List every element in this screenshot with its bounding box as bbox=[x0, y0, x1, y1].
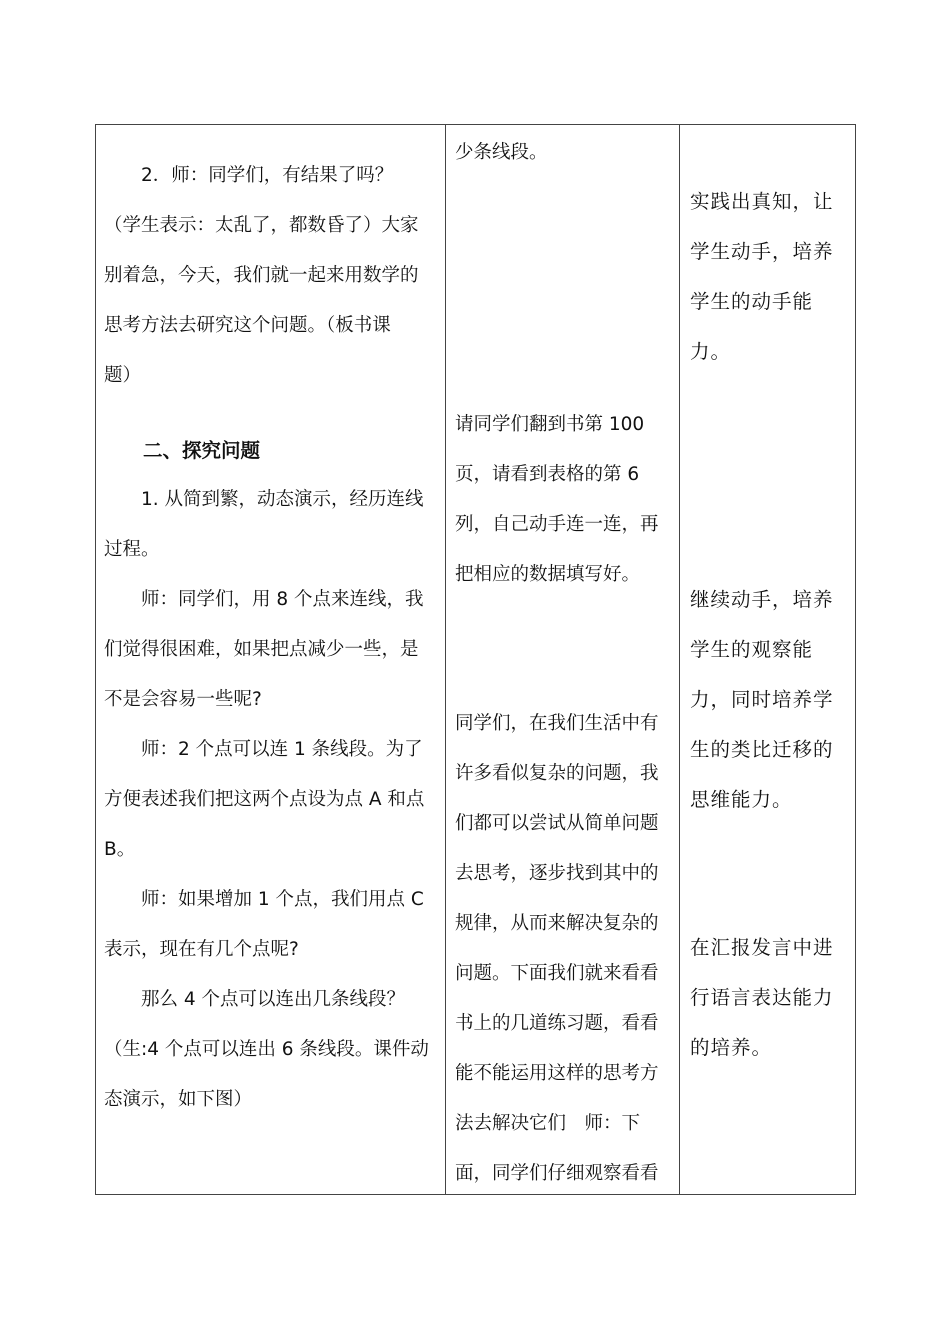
text-line: 实践出真知，让 bbox=[690, 190, 834, 213]
text-line: 不是会容易一些呢? bbox=[104, 689, 262, 710]
text-line: 师：如果增加 1 个点，我们用点 C bbox=[104, 889, 424, 910]
text-line: 少条线段。 bbox=[455, 142, 548, 163]
activity-paragraph-3 bbox=[455, 699, 673, 1199]
text-line: 学生的观察能 bbox=[690, 638, 814, 661]
text-line: 许多看似复杂的问题，我 bbox=[455, 763, 659, 784]
explore-paragraph bbox=[104, 475, 440, 1125]
text-line: 师：同学们，用 8 个点来连线，我 bbox=[104, 589, 424, 610]
text-line: 列，自己动手连一连，再 bbox=[455, 514, 659, 535]
text-line: 思维能力。 bbox=[690, 788, 793, 811]
text-line: 请同学们翻到书第 100 bbox=[455, 414, 645, 435]
text-line: 2．师：同学们，有结果了吗？ bbox=[104, 165, 394, 186]
text-line: 那么 4 个点可以连出几条线段？ bbox=[104, 989, 406, 1010]
intro-paragraph bbox=[104, 151, 440, 401]
text-line: 思考方法去研究这个问题。（板书课 bbox=[104, 315, 391, 336]
text-line: 过程。 bbox=[104, 539, 160, 560]
text-line: 面，同学们仔细观察看看 bbox=[455, 1163, 659, 1184]
text-line: 同学们，在我们生活中有 bbox=[455, 713, 659, 734]
text-line: B。 bbox=[104, 839, 136, 860]
lesson-plan-table bbox=[95, 124, 856, 1195]
student-activity-column bbox=[446, 125, 680, 1194]
text-line: 力，同时培养学 bbox=[690, 688, 834, 711]
text-line: 生的类比迁移的 bbox=[690, 738, 834, 761]
text-line: 问题。下面我们就来看看 bbox=[455, 963, 659, 984]
text-line: 的培养。 bbox=[690, 1036, 773, 1059]
text-line: 法去解决它们 师：下 bbox=[455, 1113, 641, 1134]
section-heading: 二、探究问题 bbox=[104, 439, 261, 462]
text-line: 继续动手，培养 bbox=[690, 588, 834, 611]
intent-paragraph-3 bbox=[690, 923, 850, 1073]
activity-paragraph-2 bbox=[455, 400, 673, 600]
text-line: 把相应的数据填写好。 bbox=[455, 564, 641, 585]
text-line: 方便表述我们把这两个点设为点 A 和点 bbox=[104, 789, 425, 810]
text-line: 在汇报发言中进 bbox=[690, 936, 834, 959]
text-line: 态演示，如下图） bbox=[104, 1089, 253, 1110]
text-line: （生:4 个点可以连出 6 条线段。课件动 bbox=[104, 1039, 429, 1060]
text-line: 去思考，逐步找到其中的 bbox=[455, 863, 659, 884]
text-line: 行语言表达能力 bbox=[690, 986, 834, 1009]
text-line: 们都可以尝试从简单问题 bbox=[455, 813, 659, 834]
text-line: 页，请看到表格的第 6 bbox=[455, 464, 640, 485]
intent-paragraph-2 bbox=[690, 575, 850, 825]
activity-paragraph-1 bbox=[455, 128, 673, 178]
text-line: 们觉得很困难，如果把点减少一些，是 bbox=[104, 639, 419, 660]
text-line: 题） bbox=[104, 365, 142, 386]
text-line: 规律，从而来解决复杂的 bbox=[455, 913, 659, 934]
design-intent-column bbox=[680, 125, 855, 1194]
text-line: 能不能运用这样的思考方 bbox=[455, 1063, 659, 1084]
text-line: 别着急，今天，我们就一起来用数学的 bbox=[104, 265, 419, 286]
text-line: 力。 bbox=[690, 340, 732, 363]
text-line: （学生表示：太乱了，都数昏了）大家 bbox=[104, 215, 419, 236]
teaching-process-column bbox=[96, 125, 446, 1194]
text-line: 表示，现在有几个点呢? bbox=[104, 939, 299, 960]
text-line: 学生的动手能 bbox=[690, 290, 814, 313]
text-line: 1. 从简到繁，动态演示，经历连线 bbox=[104, 489, 424, 510]
text-line: 书上的几道练习题，看看 bbox=[455, 1013, 659, 1034]
text-line: 学生动手，培养 bbox=[690, 240, 834, 263]
text-line: 师：2 个点可以连 1 条线段。为了 bbox=[104, 739, 423, 760]
intent-paragraph-1 bbox=[690, 177, 850, 377]
